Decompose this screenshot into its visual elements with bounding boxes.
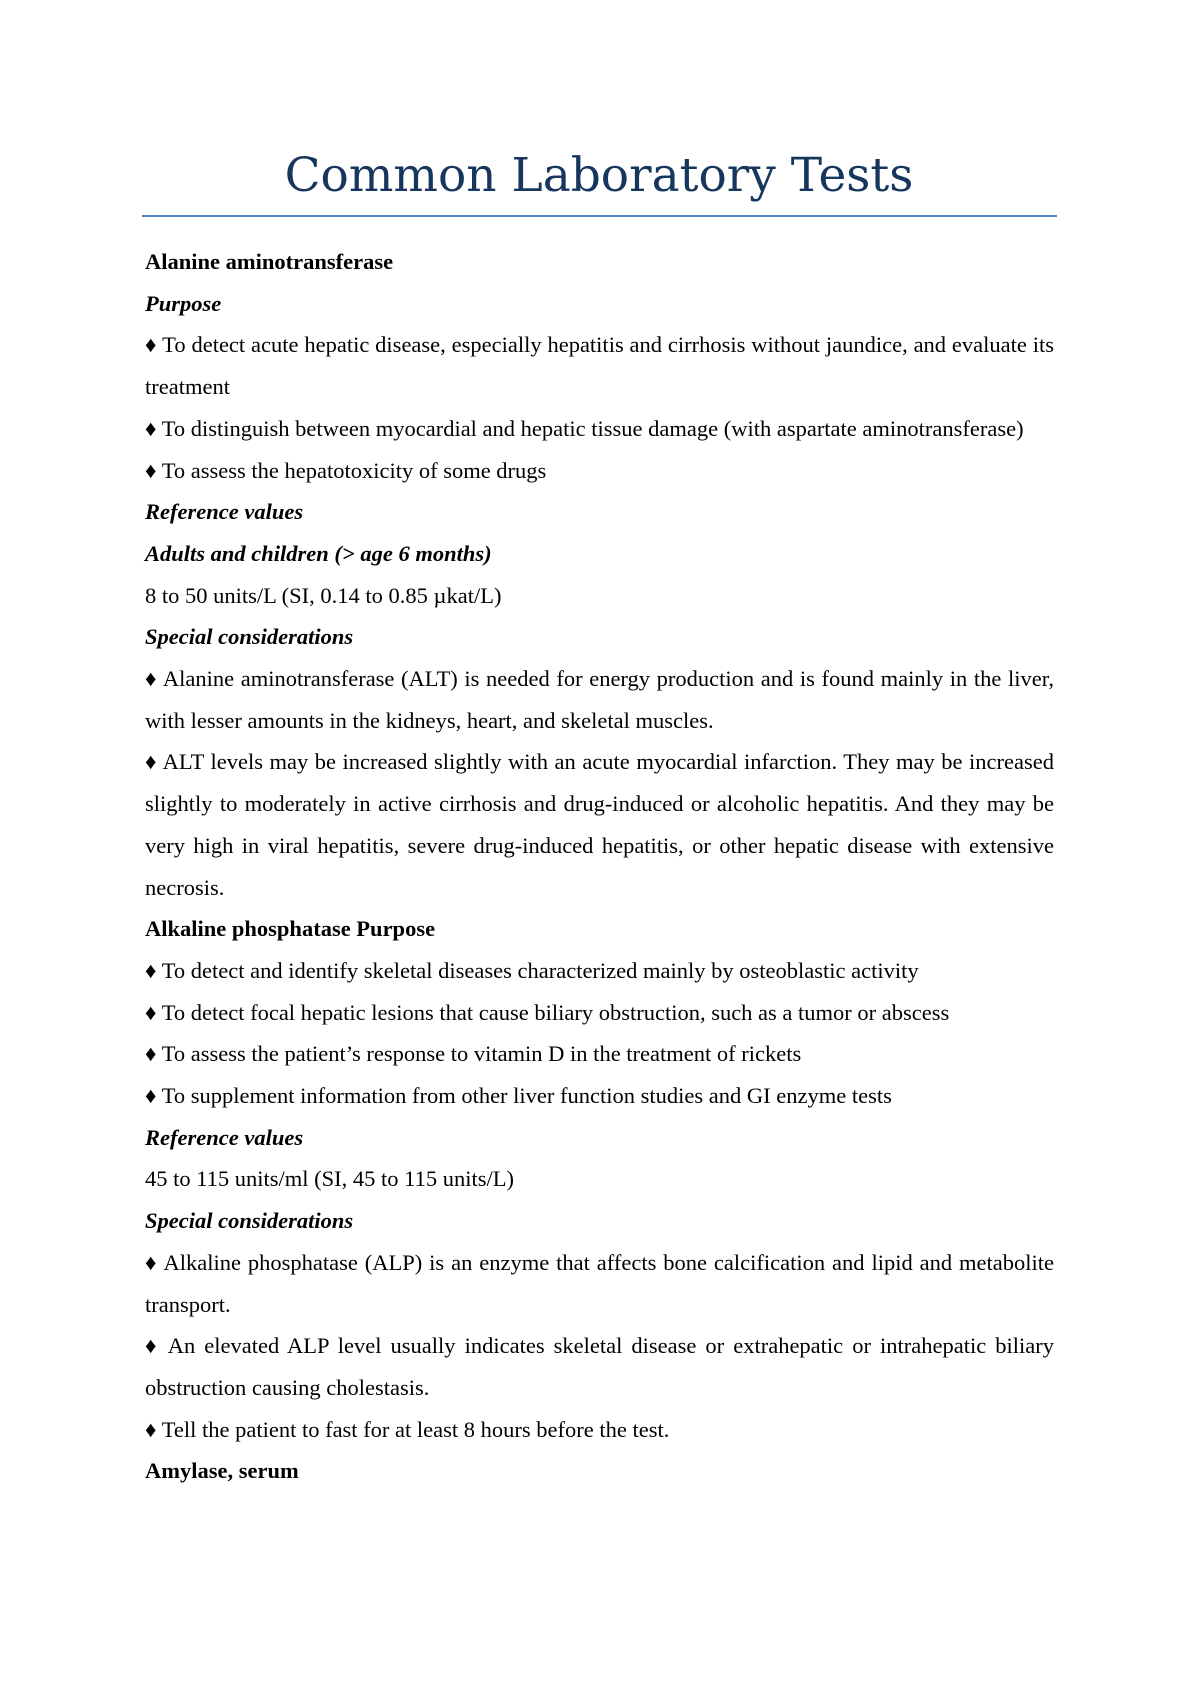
bullet-alp-purpose-4: ♦ To supplement information from other liver function studies and GI enzyme tests	[145, 1083, 892, 1109]
subheading-adults-children: Adults and children (> age 6 months)	[145, 540, 492, 566]
subheading-reference-values: Reference values	[145, 499, 304, 525]
subheading-reference-values: Reference values	[145, 1124, 304, 1150]
bullet-alp-purpose-3: ♦ To assess the patient’s response to vitamin D in the treatment of rickets	[145, 1041, 802, 1067]
bullet-alt-purpose-3: ♦ To assess the hepatotoxicity of some drugs	[145, 457, 547, 483]
bullet-alt-purpose-1: ♦ To detect acute hepatic disease, especially hepatitis and cirrhosis without jaundice, and evaluate its treatment	[145, 332, 1054, 400]
bullet-alp-consideration-2: ♦ An elevated ALP level usually indicates skeletal disease or extrahepatic or intrahepatic biliary obstruction causing cholestasis.	[145, 1333, 1054, 1400]
title-underline	[142, 215, 1057, 217]
bullet-alp-consideration-3: ♦ Tell the patient to fast for at least 8 hours before the test.	[145, 1416, 670, 1442]
reference-value-alp: 45 to 115 units/ml (SI, 45 to 115 units/L)	[145, 1166, 514, 1192]
bullet-alt-consideration-2: ♦ ALT levels may be increased slightly with an acute myocardial infarction. They may be increased slightly to moderately in active cirrhosis and drug-induced or alcoholic hepatitis. And they may be very high in viral hepatitis, severe drug-induced hepatitis, or other hepatic disease with extensive necrosis.	[145, 749, 1054, 900]
bullet-alp-purpose-2: ♦ To detect focal hepatic lesions that cause biliary obstruction, such as a tumor or abscess	[145, 999, 950, 1025]
reference-value-alt: 8 to 50 units/L (SI, 0.14 to 0.85 µkat/L)	[145, 582, 502, 608]
bullet-alp-consideration-1: ♦ Alkaline phosphatase (ALP) is an enzyme that affects bone calcification and lipid and metabolite transport.	[145, 1249, 1054, 1317]
bullet-alt-purpose-2: ♦ To distinguish between myocardial and hepatic tissue damage (with aspartate aminotransferase)	[145, 415, 1024, 441]
page-title: Common Laboratory Tests	[284, 148, 914, 203]
subheading-special-considerations: Special considerations	[145, 624, 354, 650]
test-heading-alp: Alkaline phosphatase Purpose	[145, 916, 436, 942]
bullet-alt-consideration-1: ♦ Alanine aminotransferase (ALT) is needed for energy production and is found mainly in the liver, with lesser amounts in the kidneys, heart, and skeletal muscles.	[145, 666, 1054, 733]
subheading-purpose: Purpose	[145, 290, 222, 316]
test-heading-amylase: Amylase, serum	[145, 1458, 299, 1484]
bullet-alp-purpose-1: ♦ To detect and identify skeletal diseases characterized mainly by osteoblastic activity	[145, 957, 919, 983]
document-body	[145, 241, 1054, 1492]
test-heading-alt: Alanine aminotransferase	[145, 249, 394, 274]
subheading-special-considerations: Special considerations	[145, 1208, 354, 1234]
